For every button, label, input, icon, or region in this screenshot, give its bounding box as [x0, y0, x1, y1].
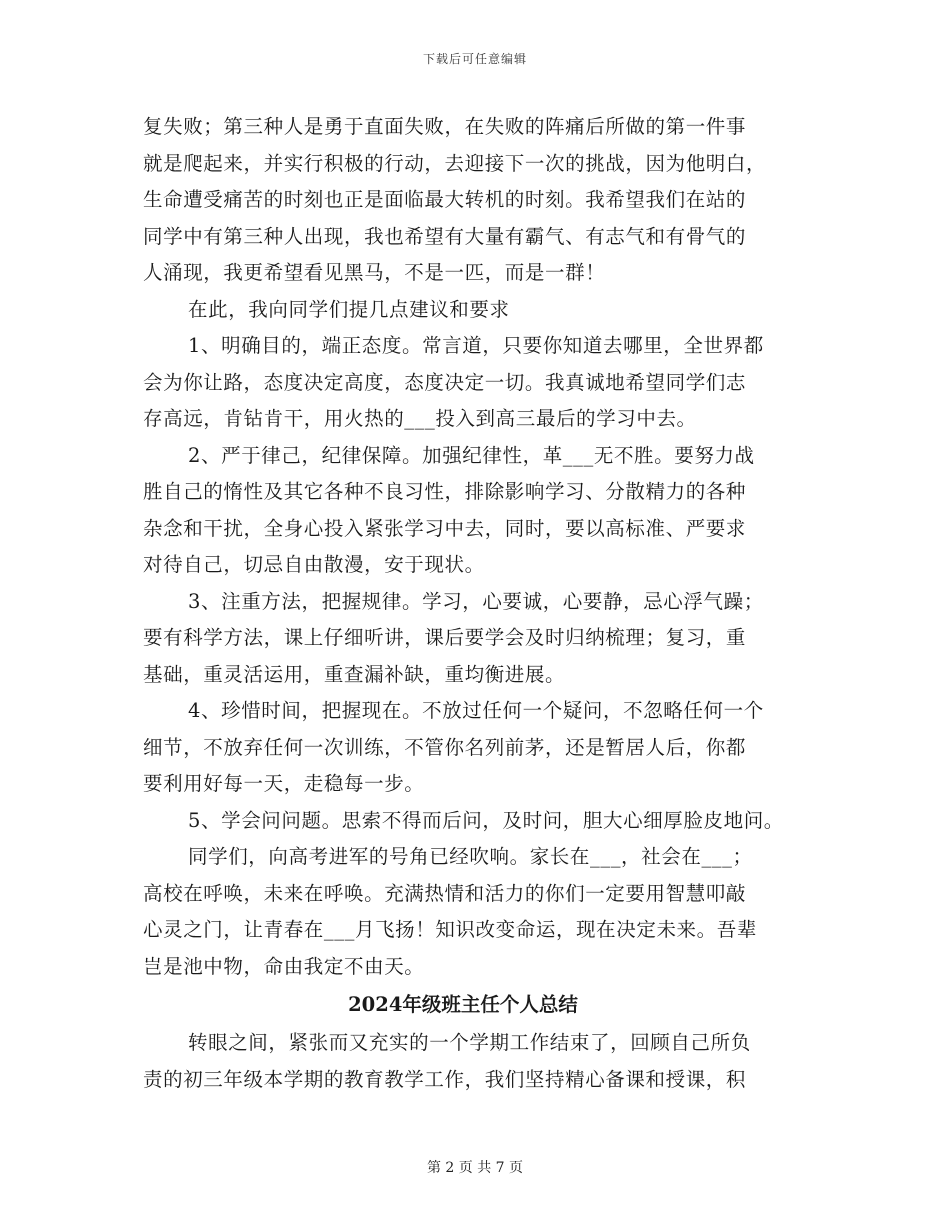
paragraph-line: 就是爬起来，并实行积极的行动，去迎接下一次的挑战，因为他明白， [143, 151, 767, 175]
paragraph-first-line: 在此，我向同学们提几点建议和要求 [188, 297, 510, 321]
paragraph-line: 心灵之门，让青春在___月飞扬！知识改变命运，现在决定未来。吾辈 [143, 918, 757, 941]
page-header-note: 下载后可任意编辑 [422, 52, 527, 66]
paragraph-line: 会为你让路，态度决定高度，态度决定一切。我真诚地希望同学们志 [143, 370, 747, 394]
paragraph-first-line: 1、明确目的，端正态度。常言道，只要你知道去哪里，全世界都 [188, 334, 764, 357]
paragraph-first-line: 同学们，向高考进军的号角已经吹响。家长在___，社会在___； [188, 845, 753, 868]
paragraph-line: 存高远，肯钻肯干，用火热的___投入到高三最后的学习中去。 [143, 407, 697, 430]
paragraph-line: 基础，重灵活运用，重查漏补缺，重均衡进展。 [143, 662, 566, 686]
paragraph-line: 高校在呼唤，未来在呼唤。充满热情和活力的你们一定要用智慧叩敲 [143, 881, 747, 905]
paragraph-line: 同学中有第三种人出现，我也希望有大量有霸气、有志气和有骨气的 [143, 224, 747, 248]
paragraph-line: 岂是池中物，命由我定不由天。 [143, 954, 425, 978]
paragraph-line: 要利用好每一天，走稳每一步。 [143, 772, 425, 795]
paragraph-line: 胜自己的惰性及其它各种不良习性，排除影响学习、分散精力的各种 [143, 480, 747, 503]
paragraph-first-line: 转眼之间，紧张而又充实的一个学期工作结束了，回顾自己所负 [188, 1031, 751, 1054]
paragraph-line: 对待自己，切忌自由散漫，安于现状。 [143, 553, 485, 576]
paragraph-line: 细节，不放弃任何一次训练，不管你名列前茅，还是暂居人后，你都 [143, 735, 747, 759]
section-title: 2024年级班主任个人总结 [348, 993, 578, 1016]
page-number: 第 2 页 共 7 页 [426, 1160, 524, 1176]
paragraph-first-line: 2、严于律己，纪律保障。加强纪律性，革___无不胜。要努力战 [188, 443, 755, 467]
paragraph-line: 复失败；第三种人是勇于直面失败，在失败的阵痛后所做的第一件事 [143, 115, 747, 138]
paragraph-line: 要有科学方法，课上仔细听讲，课后要学会及时归纳梳理；复习，重 [143, 626, 747, 649]
paragraph-line: 杂念和干扰，全身心投入紧张学习中去，同时，要以高标准、严要求 [143, 516, 747, 540]
paragraph-line: 责的初三年级本学期的教育教学工作，我们坚持精心备课和授课，积 [143, 1067, 747, 1091]
paragraph-line: 生命遭受痛苦的时刻也正是面临最大转机的时刻。我希望我们在站的 [143, 188, 747, 211]
paragraph-first-line: 5、学会问问题。思索不得而后问，及时问，胆大心细厚脸皮地问。 [188, 808, 784, 832]
document-body [143, 109, 823, 1098]
paragraph-first-line: 4、珍惜时间，把握现在。不放过任何一个疑问，不忽略任何一个 [188, 699, 764, 722]
paragraph-first-line: 3、注重方法，把握规律。学习，心要诚，心要静，忌心浮气躁； [188, 589, 764, 613]
paragraph-line: 人涌现，我更希望看见黑马，不是一匹，而是一群！ [143, 261, 606, 284]
